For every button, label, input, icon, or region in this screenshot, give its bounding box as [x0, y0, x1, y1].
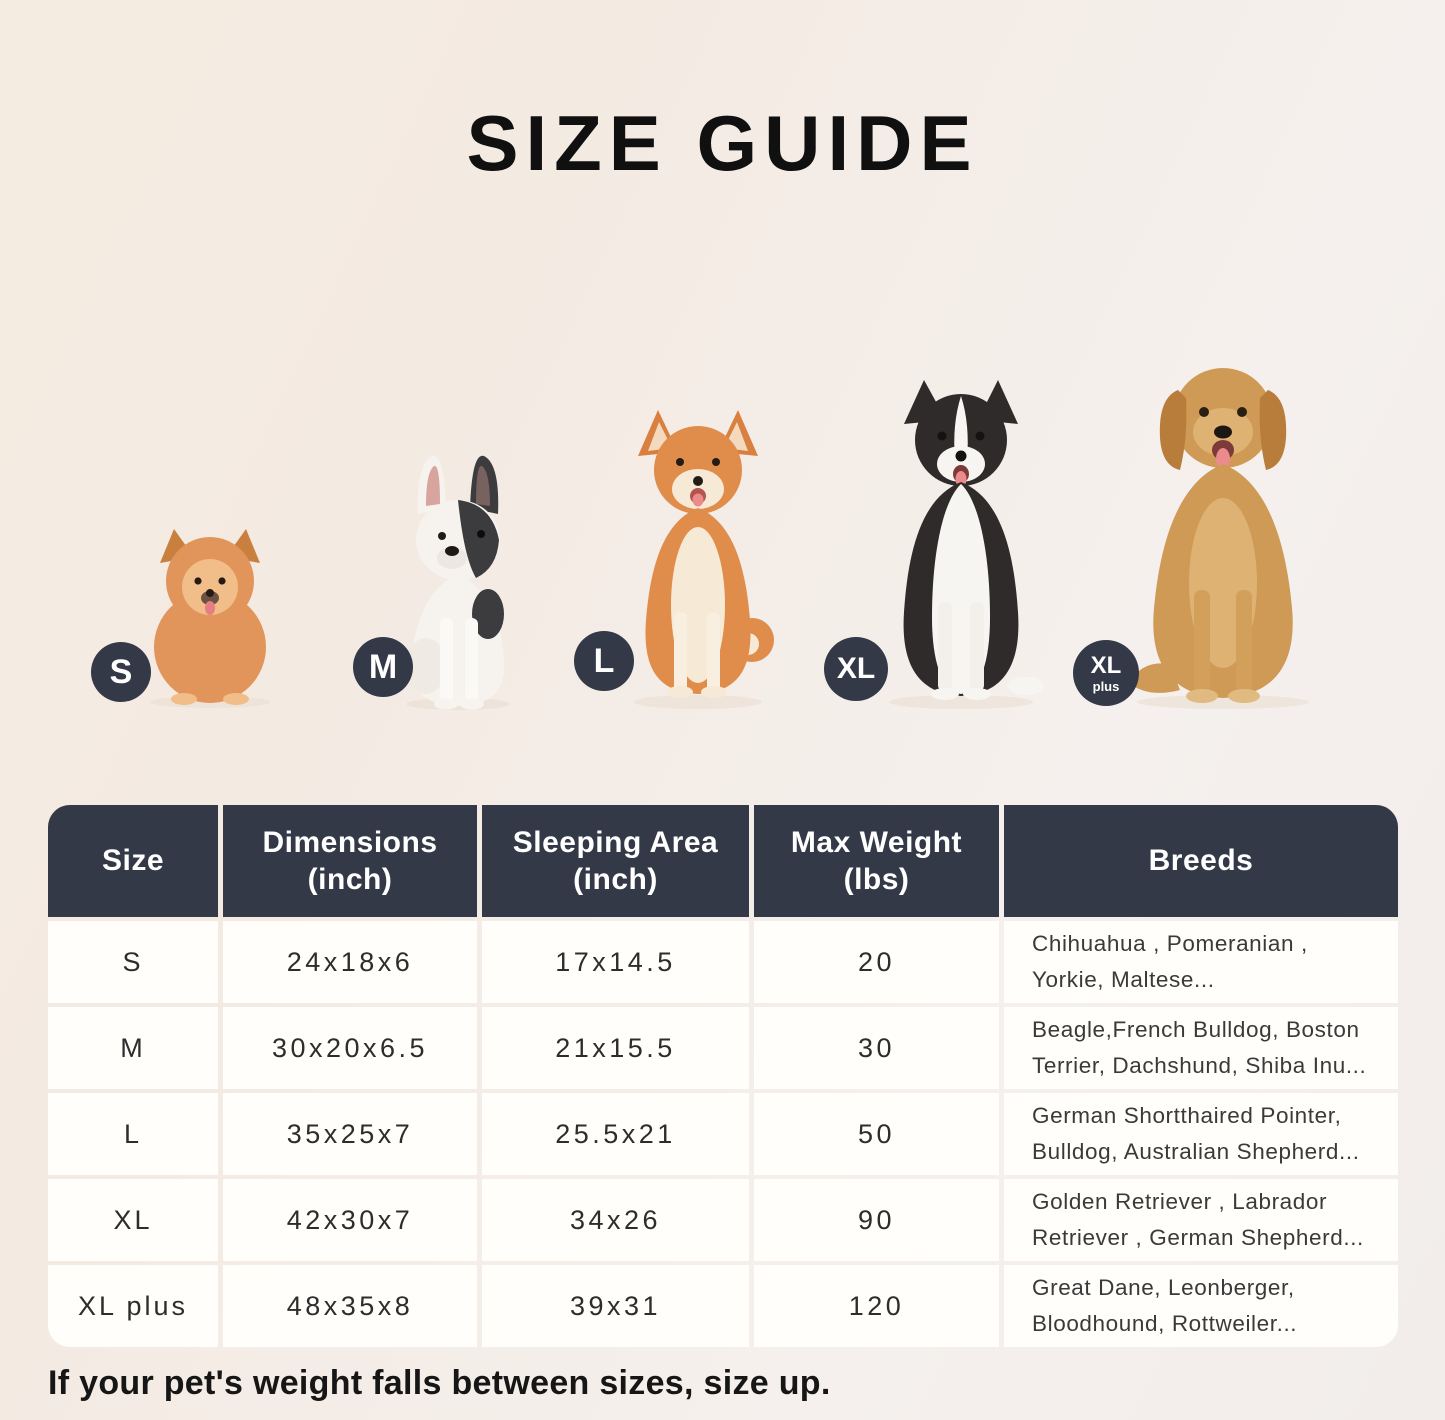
column-header-max-weight: Max Weight (lbs) — [754, 805, 999, 917]
cell-size: XL — [48, 1179, 218, 1261]
cell-size: S — [48, 921, 218, 1003]
size-badge-label: XL — [836, 652, 876, 685]
cell-size: XL plus — [48, 1265, 218, 1347]
cell-breeds: Great Dane, Leonberger, Bloodhound, Rottweiler... — [1004, 1265, 1398, 1347]
column-header-sleeping-area: Sleeping Area (inch) — [482, 805, 749, 917]
cell-sleeping-area: 17x14.5 — [482, 921, 749, 1003]
size-badge-label: XL — [1090, 651, 1122, 679]
column-header-breeds: Breeds — [1004, 805, 1398, 917]
cell-max-weight: 50 — [754, 1093, 999, 1175]
cell-sleeping-area: 25.5x21 — [482, 1093, 749, 1175]
size-badge-sublabel: plus — [1092, 678, 1120, 694]
dog-border-collie — [866, 362, 1056, 710]
size-badge-label: M — [368, 647, 398, 686]
shiba-inu-illustration — [610, 390, 782, 710]
cell-breeds: Golden Retriever , Labrador Retriever , German Shepherd... — [1004, 1179, 1398, 1261]
dog-golden-retriever — [1110, 338, 1336, 710]
column-header-dimensions: Dimensions (inch) — [223, 805, 477, 917]
cell-max-weight: 120 — [754, 1265, 999, 1347]
cell-dimensions: 48x35x8 — [223, 1265, 477, 1347]
cell-max-weight: 90 — [754, 1179, 999, 1261]
cell-dimensions: 24x18x6 — [223, 921, 477, 1003]
size-badge-l — [574, 631, 634, 691]
cell-size: L — [48, 1093, 218, 1175]
column-header-size: Size — [48, 805, 218, 917]
golden-retriever-illustration — [1110, 338, 1336, 710]
cell-sleeping-area: 39x31 — [482, 1265, 749, 1347]
cell-breeds: Beagle,French Bulldog, Boston Terrier, Dachshund, Shiba Inu... — [1004, 1007, 1398, 1089]
dog-shiba-inu — [610, 390, 782, 710]
border-collie-illustration — [866, 362, 1056, 710]
cell-dimensions: 35x25x7 — [223, 1093, 477, 1175]
size-badge-label: S — [109, 652, 133, 691]
cell-breeds: Chihuahua , Pomeranian , Yorkie, Maltese... — [1004, 921, 1398, 1003]
cell-sleeping-area: 34x26 — [482, 1179, 749, 1261]
page-title: SIZE GUIDE — [466, 99, 979, 187]
size-badge-s — [91, 642, 151, 702]
size-badge-xl-plus — [1073, 640, 1139, 706]
size-badge-label: L — [593, 641, 615, 680]
cell-dimensions: 30x20x6.5 — [223, 1007, 477, 1089]
cell-max-weight: 20 — [754, 921, 999, 1003]
cell-size: M — [48, 1007, 218, 1089]
size-note: If your pet's weight falls between sizes, size up. — [48, 1364, 831, 1402]
size-table — [48, 805, 1398, 1347]
cell-sleeping-area: 21x15.5 — [482, 1007, 749, 1089]
cell-breeds: German Shortthaired Pointer, Bulldog, Australian Shepherd... — [1004, 1093, 1398, 1175]
cell-dimensions: 42x30x7 — [223, 1179, 477, 1261]
size-badge-xl — [824, 637, 888, 701]
cell-max-weight: 30 — [754, 1007, 999, 1089]
size-badge-m — [353, 637, 413, 697]
